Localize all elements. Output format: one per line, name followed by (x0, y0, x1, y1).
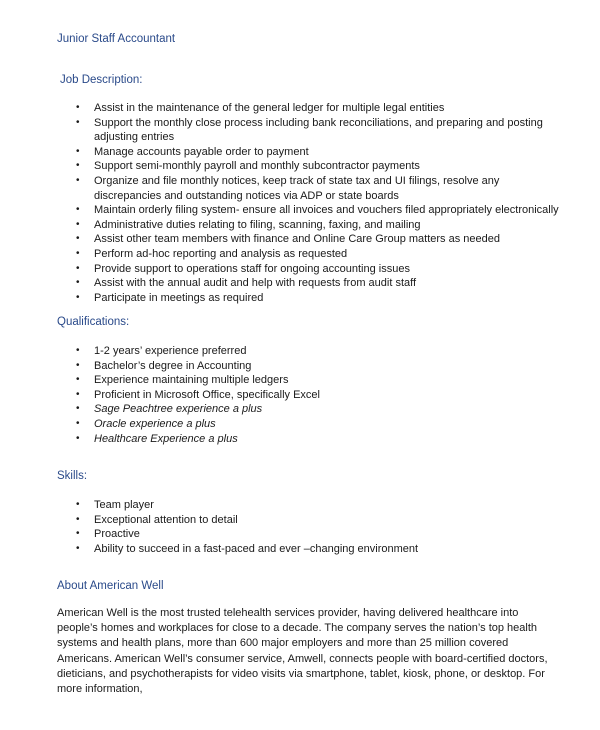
bullet-icon: • (76, 542, 80, 554)
list-item: • 1-2 years’ experience preferred (76, 345, 247, 357)
list-item: • Support semi-monthly payroll and monthly subcontractor payments (76, 160, 420, 173)
skills-heading: Skills: (57, 470, 88, 482)
bullet-icon: • (76, 432, 80, 444)
bullet-icon: • (76, 233, 80, 245)
list-item: • Exceptional attention to detail (76, 513, 238, 526)
bullet-icon: • (76, 374, 80, 386)
bullet-icon: • (76, 102, 80, 113)
bullet-icon: • (76, 174, 80, 186)
bullet-icon: • (76, 345, 80, 356)
job-description-heading: Job Description: (60, 74, 143, 86)
list-item: • Bachelor’s degree in Accounting (76, 359, 252, 372)
qualifications-heading: Qualifications: (57, 316, 130, 328)
list-item: • Administrative duties relating to filing, scanning, faxing, and mailing (76, 218, 421, 231)
about-paragraph: American Well is the most trusted telehealth services provider, having delivered healthcare into people’s homes and workplaces for close to a decade. The company serves the nation’s top health systems and health plans, more than 600 major employers and more than 25 million covered Americans. American Well’s consumer service, Amwell, connects people with board-certified doctors, dieticians, and psychotherapists for video visits via smartphone, tablet, kiosk, phone, or desktop. For more information, (57, 607, 548, 696)
list-item: • Perform ad-hoc reporting and analysis as requested (76, 247, 348, 260)
skills-list (0, 498, 600, 556)
list-item: • Team player (76, 499, 154, 511)
bullet-icon: • (76, 403, 80, 415)
page-title: Junior Staff Accountant (57, 33, 176, 45)
list-item: • Support the monthly close process including bank reconciliations, and preparing and posting adjusting entries (76, 116, 543, 144)
bullet-icon: • (76, 277, 80, 289)
bullet-icon: • (76, 145, 80, 157)
list-item: • Ability to succeed in a fast-paced and ever –changing environment (76, 542, 419, 555)
list-item: • Organize and file monthly notices, keep track of state tax and UI filings, resolve any discrepancies and outstanding notices via ADP or state boards (76, 174, 500, 202)
bullet-icon: • (76, 417, 80, 429)
bullet-icon: • (76, 204, 80, 216)
list-item: • Maintain orderly filing system- ensure all invoices and vouchers filed appropriately electronically (76, 204, 559, 217)
list-item: • Oracle experience a plus (76, 417, 216, 430)
bullet-icon: • (76, 499, 80, 510)
bullet-icon: • (76, 160, 80, 172)
bullet-icon: • (76, 291, 80, 303)
list-item: • Assist with the annual audit and help with requests from audit staff (76, 277, 417, 290)
bullet-icon: • (76, 218, 80, 230)
bullet-icon: • (76, 247, 80, 259)
list-item: • Assist other team members with finance and Online Care Group matters as needed (76, 233, 500, 246)
list-item: • Healthcare Experience a plus (76, 432, 238, 445)
job-description-list (0, 101, 600, 305)
list-item: • Sage Peachtree experience a plus (76, 403, 263, 416)
about-heading: About American Well (57, 580, 164, 592)
list-item: • Manage accounts payable order to payment (76, 145, 309, 158)
list-item: • Provide support to operations staff for ongoing accounting issues (76, 262, 410, 275)
bullet-icon: • (76, 513, 80, 525)
list-item: • Proficient in Microsoft Office, specifically Excel (76, 388, 320, 401)
list-item: • Proactive (76, 528, 140, 541)
list-item: • Experience maintaining multiple ledgers (76, 374, 289, 387)
qualifications-list (0, 344, 600, 446)
bullet-icon: • (76, 262, 80, 274)
list-item: • Assist in the maintenance of the general ledger for multiple legal entities (76, 102, 445, 114)
bullet-icon: • (76, 359, 80, 371)
bullet-icon: • (76, 388, 80, 400)
bullet-icon: • (76, 528, 80, 540)
list-item: • Participate in meetings as required (76, 291, 264, 304)
bullet-icon: • (76, 116, 80, 128)
